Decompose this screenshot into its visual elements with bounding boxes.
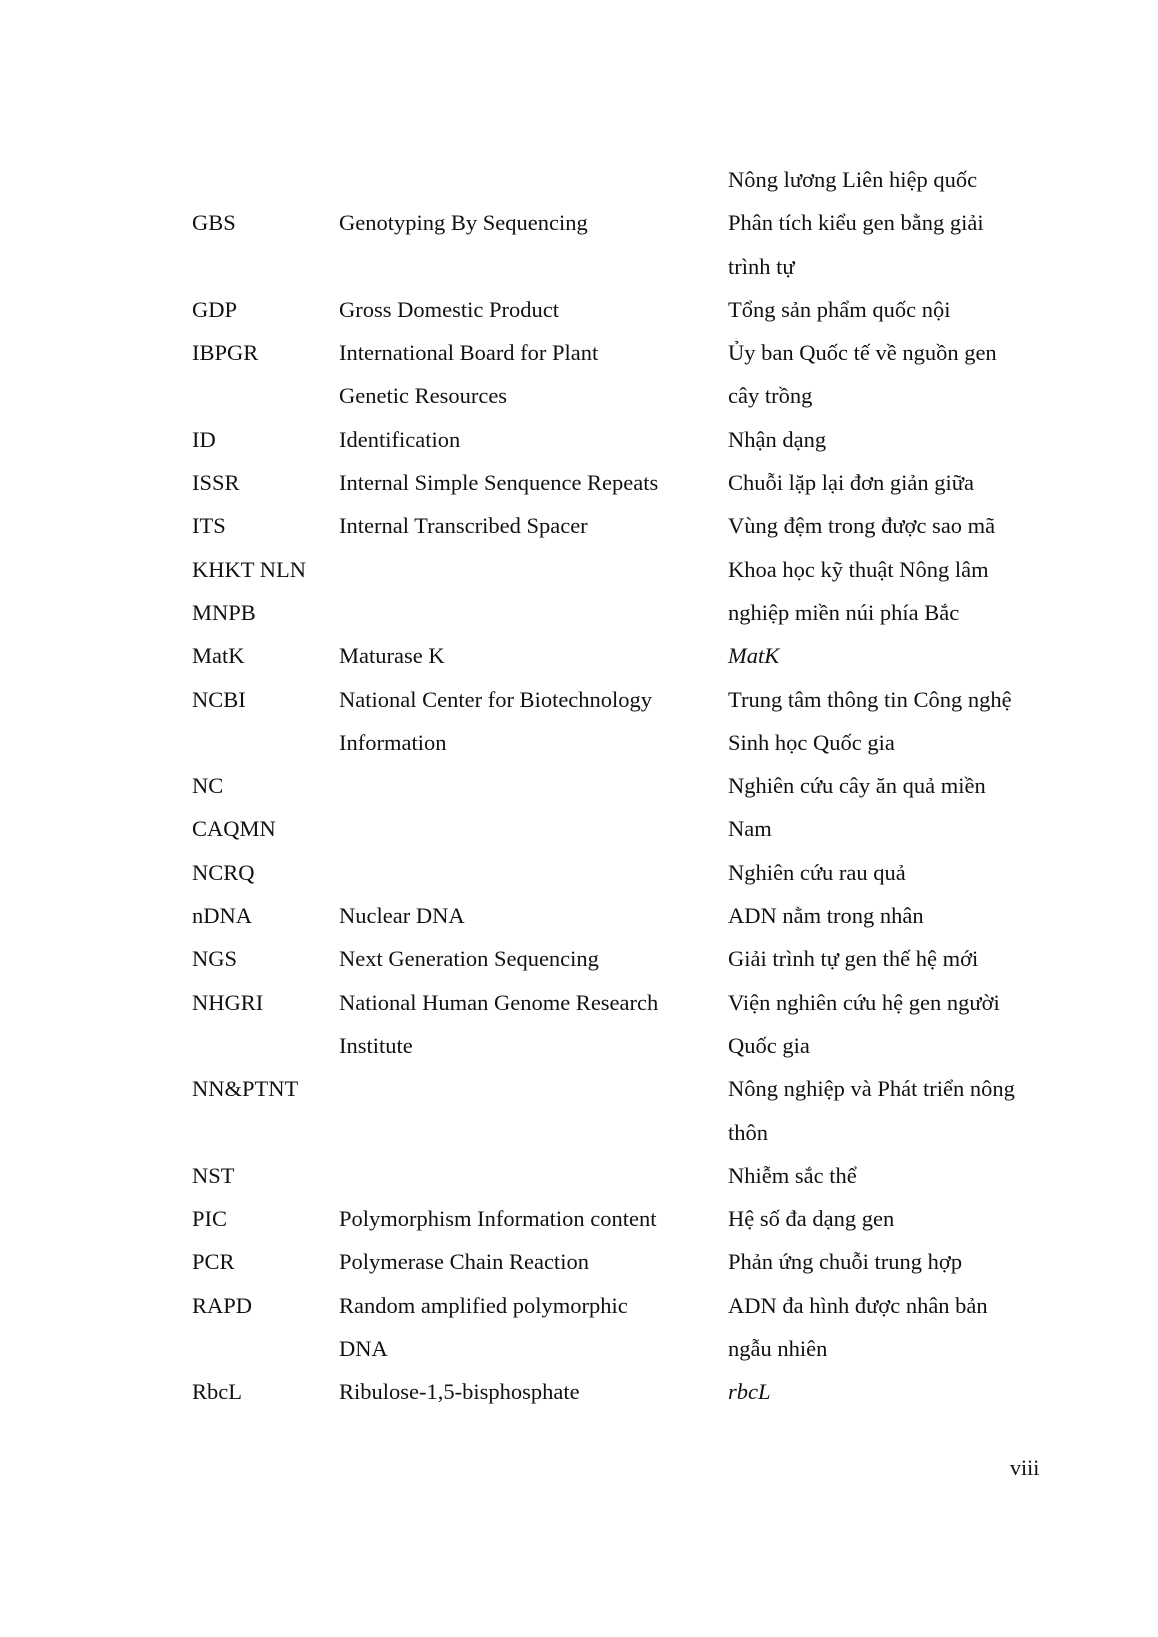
vietnamese-term-cell: Nghiên cứu cây ăn quả miền [728, 773, 986, 799]
table-row [192, 1284, 1072, 1327]
abbreviation-cell: NGS [192, 946, 238, 972]
abbreviation-cell: IBPGR [192, 340, 259, 366]
english-term-cell: Identification [339, 426, 461, 452]
english-term-cell: International Board for Plant [339, 340, 599, 366]
table-row [192, 461, 1072, 504]
abbreviation-cell: NCBI [192, 686, 246, 712]
vietnamese-term-cell: Viện nghiên cứu hệ gen người [728, 989, 1000, 1015]
abbreviation-cell: PIC [192, 1206, 228, 1232]
abbreviation-cell: NCRQ [192, 859, 255, 885]
abbreviation-cell: ITS [192, 513, 226, 539]
vietnamese-term-cell: Phản ứng chuỗi trung hợp [728, 1249, 963, 1275]
abbreviation-cell: GBS [192, 210, 236, 236]
vietnamese-term-cell: Ủy ban Quốc tế về nguồn gen [728, 340, 997, 366]
abbreviation-cell: NST [192, 1162, 235, 1188]
table-row [192, 1111, 1072, 1154]
abbreviation-cell: ISSR [192, 470, 240, 496]
english-term-cell: Genetic Resources [339, 383, 508, 409]
table-row [192, 1370, 1072, 1413]
abbreviation-cell: RAPD [192, 1292, 253, 1318]
english-term-cell: Gross Domestic Product [339, 296, 559, 322]
vietnamese-term-cell: Khoa học kỹ thuật Nông lâm [728, 556, 989, 582]
vietnamese-term-cell: trình tự [728, 253, 795, 279]
table-row [192, 158, 1072, 201]
table-row [192, 721, 1072, 764]
table-row [192, 418, 1072, 461]
table-row [192, 1154, 1072, 1197]
table-row [192, 851, 1072, 894]
table-row [192, 504, 1072, 547]
abbreviation-table [192, 158, 1072, 1414]
vietnamese-term-cell: Vùng đệm trong được sao mã [728, 513, 996, 539]
vietnamese-term-cell: Nông lương Liên hiệp quốc [728, 167, 978, 192]
table-row [192, 548, 1072, 591]
vietnamese-term-cell: ADN nằm trong nhân [728, 903, 924, 929]
abbreviation-cell: NN&PTNT [192, 1076, 299, 1102]
table-row [192, 331, 1072, 374]
vietnamese-term-cell: Giải trình tự gen thế hệ mới [728, 946, 979, 972]
english-term-cell: Random amplified polymorphic [339, 1292, 628, 1318]
abbreviation-cell: nDNA [192, 903, 252, 929]
english-term-cell: Next Generation Sequencing [339, 946, 599, 972]
abbreviation-cell: MNPB [192, 599, 256, 625]
vietnamese-term-cell: nghiệp miền núi phía Bắc [728, 599, 960, 625]
english-term-cell: Internal Simple Senquence Repeats [339, 470, 659, 496]
vietnamese-term-cell: Nhận dạng [728, 426, 827, 452]
page-number: viii [1010, 1455, 1040, 1480]
english-term-cell: Institute [339, 1032, 413, 1058]
vietnamese-term-cell: thôn [728, 1119, 769, 1145]
vietnamese-term-cell: ngẫu nhiên [728, 1336, 828, 1362]
table-row [192, 634, 1072, 677]
table-row [192, 1024, 1072, 1067]
vietnamese-term-cell: Nông nghiệp và Phát triển nông [728, 1076, 1015, 1102]
abbreviation-cell: KHKT NLN [192, 556, 306, 582]
vietnamese-term-cell: rbcL [728, 1379, 771, 1405]
table-row [192, 288, 1072, 331]
english-term-cell: Genotyping By Sequencing [339, 210, 588, 236]
vietnamese-term-cell: Sinh học Quốc gia [728, 729, 895, 755]
vietnamese-term-cell: ADN đa hình được nhân bản [728, 1292, 988, 1318]
english-term-cell: Polymorphism Information content [339, 1206, 657, 1232]
vietnamese-term-cell: Tổng sản phẩm quốc nội [728, 296, 951, 322]
table-row [192, 807, 1072, 850]
vietnamese-term-cell: Nam [728, 816, 772, 842]
vietnamese-term-cell: Phân tích kiểu gen bằng giải [728, 210, 984, 236]
abbreviation-cell: NHGRI [192, 989, 264, 1015]
abbreviation-cell: RbcL [192, 1379, 242, 1405]
english-term-cell: Internal Transcribed Spacer [339, 513, 588, 539]
english-term-cell: National Human Genome Research [339, 989, 659, 1015]
table-row [192, 245, 1072, 288]
vietnamese-term-cell: Hệ số đa dạng gen [728, 1206, 895, 1232]
table-row [192, 1240, 1072, 1283]
english-term-cell: Maturase K [339, 643, 445, 669]
abbreviation-cell: PCR [192, 1249, 235, 1275]
vietnamese-term-cell: MatK [728, 643, 780, 669]
vietnamese-term-cell: Trung tâm thông tin Công nghệ [728, 686, 1012, 712]
english-term-cell: Polymerase Chain Reaction [339, 1249, 589, 1275]
abbreviation-cell: MatK [192, 643, 245, 669]
vietnamese-term-cell: cây trồng [728, 383, 813, 409]
table-row [192, 981, 1072, 1024]
table-row [192, 764, 1072, 807]
table-row [192, 678, 1072, 721]
english-term-cell: Ribulose-1,5-bisphosphate [339, 1379, 580, 1405]
vietnamese-term-cell: Chuỗi lặp lại đơn giản giữa [728, 470, 974, 496]
vietnamese-term-cell: Quốc gia [728, 1032, 810, 1058]
table-row [192, 894, 1072, 937]
table-row [192, 1327, 1072, 1370]
vietnamese-term-cell: Nghiên cứu rau quả [728, 859, 906, 885]
table-row [192, 374, 1072, 417]
abbreviation-cell: GDP [192, 296, 238, 322]
table-row [192, 591, 1072, 634]
vietnamese-term-cell: Nhiễm sắc thể [728, 1162, 857, 1188]
abbreviation-cell: ID [192, 426, 216, 452]
abbreviation-cell: NC [192, 773, 224, 799]
table-row [192, 201, 1072, 244]
abbreviation-cell: CAQMN [192, 816, 276, 842]
english-term-cell: DNA [339, 1336, 388, 1362]
table-row [192, 937, 1072, 980]
english-term-cell: Information [339, 729, 447, 755]
english-term-cell: Nuclear DNA [339, 903, 465, 929]
table-row [192, 1067, 1072, 1110]
table-row [192, 1197, 1072, 1240]
english-term-cell: National Center for Biotechnology [339, 686, 653, 712]
